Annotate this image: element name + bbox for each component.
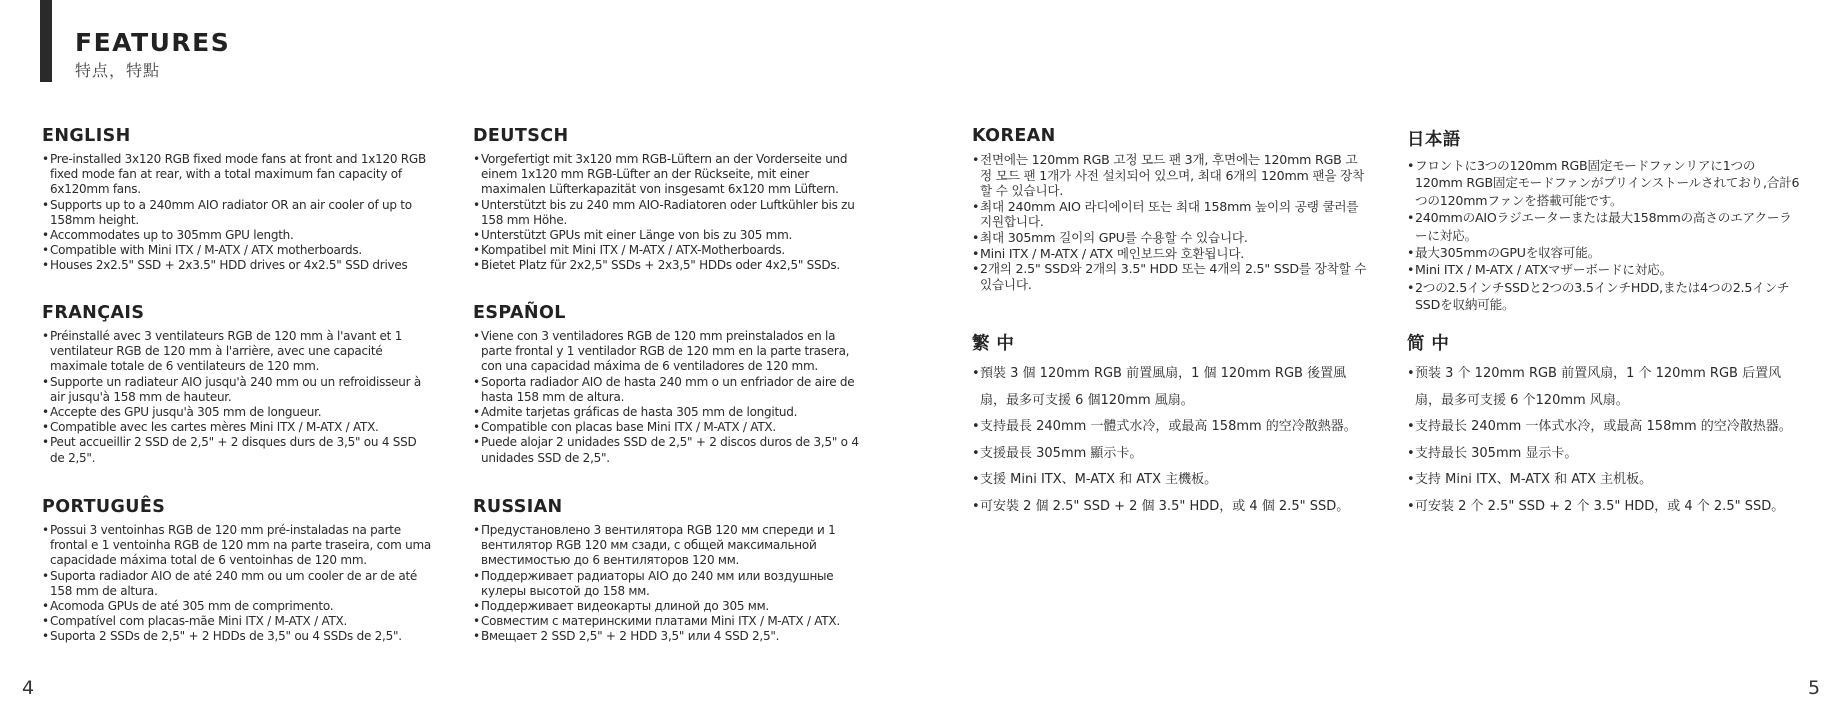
feature-item: • Admite tarjetas gráficas de hasta 305 mm de longitud.: [473, 405, 865, 420]
feature-item: • 2つの2.5インチSSDと2つの3.5インチHDD,または4つの2.5インチSSDを収納可能。: [1407, 279, 1802, 314]
feature-item: • 支持最长 240mm 一体式水冷，或最高 158mm 的空冷散热器。: [1407, 414, 1802, 441]
feature-item: • Peut accueillir 2 SSD de 2,5" + 2 disques durs de 3,5" ou 4 SSD de 2,5".: [42, 435, 434, 465]
section-simplified-chinese: [1407, 330, 1802, 520]
section-portugues: [42, 497, 434, 645]
feature-item: • Supports up to a 240mm AIO radiator OR an air cooler of up to 158mm height.: [42, 198, 434, 228]
section-heading: 简 中: [1407, 334, 1450, 354]
section-heading: ENGLISH: [42, 126, 131, 146]
section-espanol: [473, 303, 865, 466]
section-heading: KOREAN: [972, 126, 1056, 146]
feature-item: • Acomoda GPUs de até 305 mm de comprimento.: [42, 599, 434, 614]
feature-list: [473, 152, 865, 274]
feature-list: [1407, 157, 1802, 314]
feature-item: • 최대 305mm 길이의 GPU를 수용할 수 있습니다.: [972, 230, 1367, 246]
feature-item: • 预装 3 个 120mm RGB 前置风扇，1 个 120mm RGB 后置风扇，最多可支援 6 个120mm 风扇。: [1407, 361, 1802, 414]
section-english: [42, 126, 434, 274]
feature-item: • Unterstützt bis zu 240 mm AIO-Radiatoren oder Luftkühler bis zu 158 mm Höhe.: [473, 198, 865, 228]
section-korean: [972, 126, 1367, 292]
header-accent-bar: [40, 0, 52, 82]
section-heading: 日本語: [1407, 130, 1461, 150]
feature-item: • 2개의 2.5" SSD와 2개의 3.5" HDD 또는 4개의 2.5" SSD를 장착할 수 있습니다.: [972, 261, 1367, 292]
page-number-right: 5: [1808, 677, 1821, 699]
section-heading: RUSSIAN: [473, 497, 563, 517]
feature-item: • 支持最长 305mm 显示卡。: [1407, 441, 1802, 468]
section-japanese: [1407, 126, 1802, 314]
section-traditional-chinese: [972, 330, 1367, 520]
feature-item: • 支持最長 240mm 一體式水冷，或最高 158mm 的空冷散熱器。: [972, 414, 1367, 441]
feature-item: • Préinstallé avec 3 ventilateurs RGB de 120 mm à l'avant et 1 ventilateur RGB de 120 mm à l'arrière, avec une capacité maximale totale de 6 ventilateurs de 120 mm.: [42, 329, 434, 375]
feature-item: • Suporta 2 SSDs de 2,5" + 2 HDDs de 3,5" ou 4 SSDs de 2,5".: [42, 629, 434, 644]
feature-item: • Puede alojar 2 unidades SSD de 2,5" + 2 discos duros de 3,5" o 4 unidades SSD de 2,5".: [473, 435, 865, 465]
feature-item: • Kompatibel mit Mini ITX / M-ATX / ATX-Motherboards.: [473, 243, 865, 258]
section-francais: [42, 303, 434, 466]
feature-item: • Vorgefertigt mit 3x120 mm RGB-Lüftern an der Vorderseite und einem 1x120 mm RGB-Lüfter an der Rückseite, mit einer maximalen Lüfterkapazität von insgesamt 6x120 mm Lüftern.: [473, 152, 865, 198]
section-heading: DEUTSCH: [473, 126, 569, 146]
feature-item: • Предустановлено 3 вентилятора RGB 120 мм спереди и 1 вентилятор RGB 120 мм сзади, с общей максимальной вместимостью до 6 вентиляторов 120 мм.: [473, 523, 865, 569]
feature-list: [473, 329, 865, 466]
feature-item: • 240mmのAIOラジエーターまたは最大158mmの高さのエアクーラーに対応。: [1407, 209, 1802, 244]
feature-list: [473, 523, 865, 645]
section-heading: PORTUGUÊS: [42, 497, 166, 517]
feature-list: [1407, 361, 1802, 520]
section-russian: [473, 497, 865, 645]
feature-item: • 支持 Mini ITX、M-ATX 和 ATX 主机板。: [1407, 467, 1802, 494]
feature-item: • Houses 2x2.5" SSD + 2x3.5" HDD drives or 4x2.5" SSD drives: [42, 258, 434, 273]
feature-item: • 支援 Mini ITX、M-ATX 和 ATX 主機板。: [972, 467, 1367, 494]
feature-item: • Mini ITX / M-ATX / ATXマザーボードに対応。: [1407, 261, 1802, 278]
feature-item: • Bietet Platz für 2x2,5" SSDs + 2x3,5" HDDs oder 4x2,5" SSDs.: [473, 258, 865, 273]
section-heading: 繁 中: [972, 334, 1015, 354]
feature-item: • Mini ITX / M-ATX / ATX 메인보드와 호환됩니다.: [972, 246, 1367, 262]
feature-item: • 預裝 3 個 120mm RGB 前置風扇，1 個 120mm RGB 後置風扇，最多可支援 6 個120mm 風扇。: [972, 361, 1367, 414]
feature-item: • Pre-installed 3x120 RGB fixed mode fans at front and 1x120 RGB fixed mode fan at rear, with a total maximum fan capacity of 6x120mm fans.: [42, 152, 434, 198]
feature-item: • 전면에는 120mm RGB 고정 모드 팬 3개, 후면에는 120mm RGB 고정 모드 팬 1개가 사전 설치되어 있으며, 최대 6개의 120mm 팬을 장착할 수 있습니다.: [972, 152, 1367, 199]
feature-item: • Совместим с материнскими платами Mini ITX / M-ATX / ATX.: [473, 614, 865, 629]
feature-item: • 최대 240mm AIO 라디에이터 또는 최대 158mm 높이의 공랭 쿨러를 지원합니다.: [972, 199, 1367, 230]
feature-list: [972, 152, 1367, 292]
section-deutsch: [473, 126, 865, 274]
feature-list: [42, 523, 434, 645]
feature-item: • Accommodates up to 305mm GPU length.: [42, 228, 434, 243]
feature-list: [42, 329, 434, 466]
feature-item: • フロントに3つの120mm RGB固定モードファンリアに1つの120mm RGB固定モードファンがプリインストールされており,合計6つの120mmファンを搭載可能です。: [1407, 157, 1802, 209]
section-heading: ESPAÑOL: [473, 303, 566, 323]
feature-item: • Поддерживает видеокарты длиной до 305 мм.: [473, 599, 865, 614]
feature-list: [42, 152, 434, 274]
page-number-left: 4: [22, 677, 35, 699]
page-title: FEATURES: [75, 28, 231, 57]
feature-item: • Compatível com placas-mãe Mini ITX / M-ATX / ATX.: [42, 614, 434, 629]
feature-item: • Unterstützt GPUs mit einer Länge von bis zu 305 mm.: [473, 228, 865, 243]
feature-item: • 最大305mmのGPUを収容可能。: [1407, 244, 1802, 261]
feature-item: • Viene con 3 ventiladores RGB de 120 mm preinstalados en la parte frontal y 1 ventilador RGB de 120 mm en la parte trasera, con una capacidad máxima de 6 ventiladores de 120 mm.: [473, 329, 865, 375]
feature-item: • Possui 3 ventoinhas RGB de 120 mm pré-instaladas na parte frontal e 1 ventoinha RGB de 120 mm na parte traseira, com uma capacidade máxima total de 6 ventoinhas de 120 mm.: [42, 523, 434, 569]
feature-item: • 可安裝 2 個 2.5" SSD + 2 個 3.5" HDD，或 4 個 2.5" SSD。: [972, 494, 1367, 521]
feature-item: • Вмещает 2 SSD 2,5" + 2 HDD 3,5" или 4 SSD 2,5".: [473, 629, 865, 644]
feature-item: • Compatible with Mini ITX / M-ATX / ATX motherboards.: [42, 243, 434, 258]
feature-item: • 可安装 2 个 2.5" SSD + 2 个 3.5" HDD，或 4 个 2.5" SSD。: [1407, 494, 1802, 521]
feature-item: • Compatible con placas base Mini ITX / M-ATX / ATX.: [473, 420, 865, 435]
feature-item: • Поддерживает радиаторы AIO до 240 мм или воздушные кулеры высотой до 158 мм.: [473, 569, 865, 599]
feature-list: [972, 361, 1367, 520]
feature-item: • Accepte des GPU jusqu'à 305 mm de longueur.: [42, 405, 434, 420]
feature-item: • 支援最長 305mm 顯示卡。: [972, 441, 1367, 468]
feature-item: • Soporta radiador AIO de hasta 240 mm o un enfriador de aire de hasta 158 mm de altura.: [473, 375, 865, 405]
feature-item: • Compatible avec les cartes mères Mini ITX / M-ATX / ATX.: [42, 420, 434, 435]
feature-item: • Supporte un radiateur AIO jusqu'à 240 mm ou un refroidisseur à air jusqu'à 158 mm de hauteur.: [42, 375, 434, 405]
feature-item: • Suporta radiador AIO de até 240 mm ou um cooler de ar de até 158 mm de altura.: [42, 569, 434, 599]
page-subtitle: 特点，特點: [75, 61, 161, 80]
section-heading: FRANÇAIS: [42, 303, 145, 323]
